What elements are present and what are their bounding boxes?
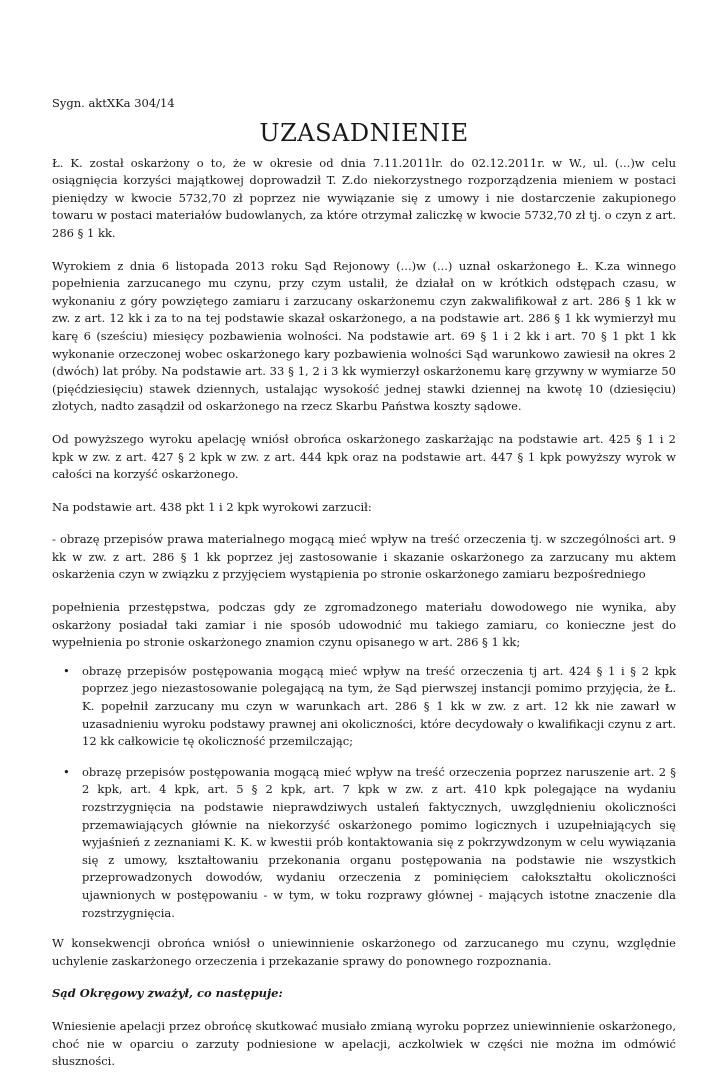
paragraph-court-reasoning: Wniesienie apelacji przez obrońcę skutkować musiało zmianą wyroku poprzez uniewinnienie oskarżonego, choć nie w oparciu o zarzuty podniesione w apelacji, aczkolwiek w części nie można im odmówić słuszności.	[52, 1018, 676, 1069]
section-heading: Sąd Okręgowy zważył, co następuje:	[52, 986, 283, 1001]
document-title: UZASADNIENIE	[259, 118, 469, 147]
list-item: • obrazę przepisów postępowania mogącą mieć wpływ na treść orzeczenia tj art. 424 § 1 i § 2 kpk poprzez jego niezastosowanie polegającą na tym, że Sąd pierwszej instancji pomimo przyjęcia, że Ł. K. popełnił zarzucany mu czyn w warunkach art. 286 § 1 kk w zw. z art. 12 kk nie zawarł w uzasadnieniu wyroku podstawy prawnej ani okoliczności, które decydowały o kwalifikacji czynu z art. 12 kk całkowicie tę okoliczność przemilczając;	[82, 663, 676, 751]
paragraph-allegation-continued: popełnienia przestępstwa, podczas gdy ze zgromadzonego materiału dowodowego nie wynika, aby oskarżony posiadał taki zamiar i nie sposób udowodnić mu takiego zamiaru, co konieczne jest do wypełnienia po stronie oskarżonego znamion czynu opisanego w art. 286 § 1 kk;	[52, 600, 676, 650]
document-page	[52, 95, 676, 1086]
paragraph-appeal: Od powyższego wyroku apelację wniósł obrońca oskarżonego zaskarżając na podstawie art. 425 § 1 i 2 kpk w zw. z art. 427 § 2 kpk w zw. z art. 444 kpk oraz na podstawie art. 447 § 1 kpk powyższy wyrok w całości na korzyść oskarżonego.	[52, 431, 676, 482]
paragraph-charge: Ł. K. został oskarżony o to, że w okresie od dnia 7.11.2011lr. do 02.12.2011r. w W., ul. (...)w celu osiągnięcia korzyści majątkowej doprowadził T. Z.do niekorzystnego rozporządzenia mieniem w postaci pieniędzy w kwocie 5732,70 zł poprzez nie wywiązanie się z umowy i nie dostarczenie zakupionego towaru w postaci materiałów budowlanych, za które otrzymał zaliczkę w kwocie 5732,70 zł tj. o czyn z art. 286 § 1 kk.	[52, 155, 676, 240]
paragraph-conclusion: W konsekwencji obrońca wniósł o uniewinnienie oskarżonego od zarzucanego mu czynu, względnie uchylenie zaskarżonego orzeczenia i przekazanie sprawy do ponownego rozpoznania.	[52, 936, 676, 968]
case-signature: Sygn. aktXKa 304/14	[52, 96, 175, 110]
allegations-list	[52, 663, 676, 922]
paragraph-allegation-material-law: - obrazę przepisów prawa materialnego mogącą mieć wpływ na treść orzeczenia tj. w szczególności art. 9 kk w zw. z art. 286 § 1 kk poprzez jej zastosowanie i skazanie oskarżonego za zarzucany mu aktem oskarżenia czyn w związku z przyjęciem wystąpienia po stronie oskarżonego zamiaru bezpośredniego	[52, 532, 676, 582]
paragraph-verdict: Wyrokiem z dnia 6 listopada 2013 roku Sąd Rejonowy (...)w (...) uznał oskarżonego Ł. K.za winnego popełnienia zarzucanego mu czynu, przy czym ustalił, że działał on w krótkich odstępach czasu, w wykonaniu z góry powziętego zamiaru i zarzucany oskarżonemu czyn zakwalifikował z art. 286 § 1 kk w zw. z art. 12 kk i za to na tej podstawie skazał oskarżonego, a na podstawie art. 286 § 1 kk wymierzył mu karę 6 (sześciu) miesięcy pozbawienia wolności. Na podstawie art. 69 § 1 i 2 kk i art. 70 § 1 pkt 1 kk wykonanie orzeczonej wobec oskarżonego kary pozbawienia wolności Sąd warunkowo zawiesił na okres 2 (dwóch) lat próby. Na podstawie art. 33 § 1, 2 i 3 kk wymierzył oskarżonemu karę grzywny w wymiarze 50 (pięćdziesięciu) stawek dziennych, ustalając wysokość jednej stawki dziennej na kwotę 10 (dziesięciu) złotych, nadto zasądził od oskarżonego na rzecz Skarbu Państwa koszty sądowe.	[52, 258, 676, 414]
paragraph-allegations-intro: Na podstawie art. 438 pkt 1 i 2 kpk wyrokowi zarzucił:	[52, 499, 372, 514]
list-item: • obrazę przepisów postępowania mogącą mieć wpływ na treść orzeczenia poprzez naruszenie art. 2 § 2 kpk, art. 4 kpk, art. 5 § 2 kpk, art. 7 kpk w zw. z art. 410 kpk polegające na wydaniu rozstrzygnięcia na podstawie nieprawdziwych ustaleń faktycznych, uwzględnieniu okoliczności przemawiających głównie na niekorzyść oskarżonego pomimo logicznych i uzupełniających się wyjaśnień z zeznaniami K. K. w kwestii prób kontaktowania się z pokrzywdzonym w celu wywiązania się z umowy, kształtowaniu przekonania organu postępowania na podstawie nie wszystkich przeprowadzonych dowodów, wydaniu orzeczenia z pominięciem całokształtu okoliczności ujawnionych w postępowaniu - w tym, w toku rozprawy głównej - mających istotne znaczenie dla rozstrzygnięcia.	[82, 764, 676, 922]
